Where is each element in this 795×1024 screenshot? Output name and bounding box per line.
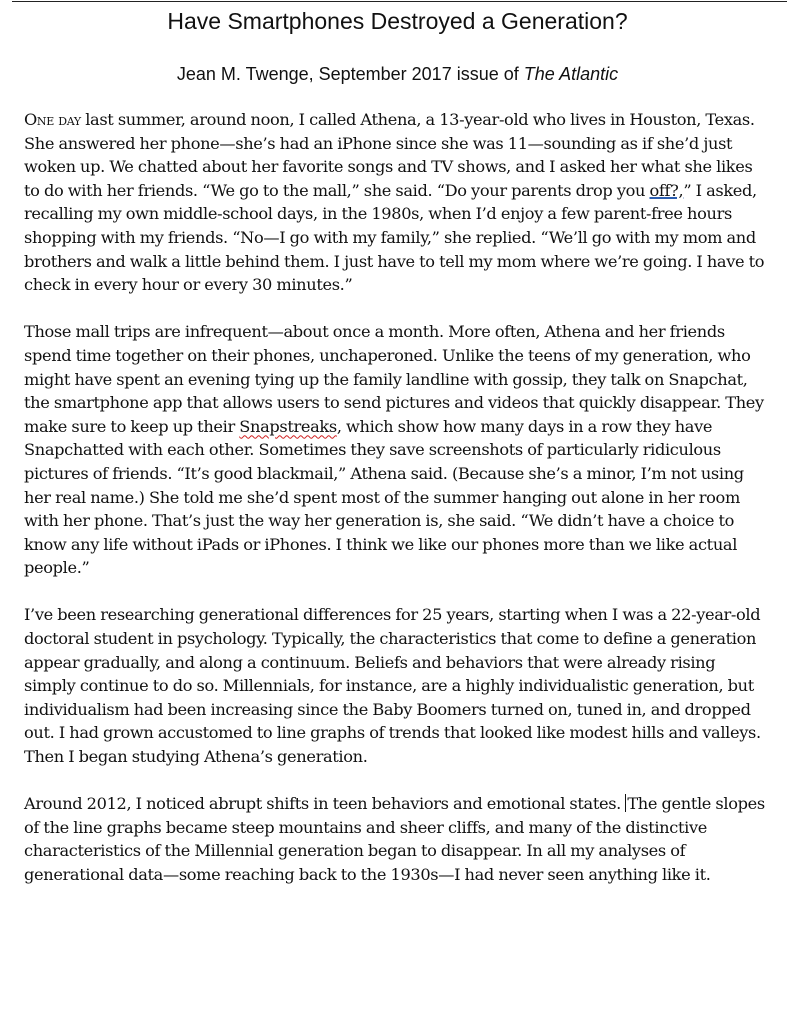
byline-text: Jean M. Twenge, September 2017 issue of [176, 64, 524, 84]
byline [0, 62, 795, 86]
paragraph-2 [24, 320, 769, 580]
paragraph-1-text-b: ” I asked, recalling my own middle-school days, in the 1980s, when I’d enjoy a few parent-free hours shopping with my friends. “No—I go with my family,” she replied. “We’ll go with my mom and brothers and walk a little behind them. I just have to tell my mom where we’re going. I have to check in every hour or every 30 minutes.” [24, 180, 765, 295]
paragraph-4-text-b: The gentle slopes of the line graphs became steep mountains and sheer cliffs, and many of the distinctive characteristics of the Millennial generation began to disappear. In all my analyses of generational data—some reaching back to the 1930s—I had never seen anything like it. [24, 794, 765, 884]
hyperlink-off[interactable]: off?, [649, 180, 684, 200]
top-rule [12, 1, 787, 2]
body-text[interactable] [24, 108, 769, 910]
document-title: Have Smartphones Destroyed a Generation? [167, 8, 628, 34]
byline-publication: The Atlantic [523, 64, 619, 84]
paragraph-3: I’ve been researching generational differences for 25 years, starting when I was a 22-year-old doctoral student in psychology. Typically, the characteristics that come to define a generation appear gradually, and along a continuum. Beliefs and behaviors that were already rising simply continue to do so. Millennials, for instance, are a highly individualistic generation, but individualism had been increasing since the Baby Boomers turned on, tuned in, and dropped out. I had grown accustomed to line graphs of trends that looked like modest hills and valleys. Then I began studying Athena’s generation. [24, 605, 761, 767]
paragraph-4 [24, 792, 769, 886]
paragraph-1-text-a: last summer, around noon, I called Athena, a 13-year-old who lives in Houston, Texas. She answered her phone—she’s had an iPhone since she was 11—sounding as if she’d just woken up. We chatted about her favorite songs and TV shows, and I asked her what she likes to do with her friends. “We go to the mall,” she said. “Do your parents drop you [24, 110, 755, 200]
spellcheck-flagged-word[interactable]: Snapstreaks [239, 416, 337, 436]
paragraph-2-text-b: , which show how many days in a row they have Snapchatted with each other. Sometimes they save screenshots of particularly ridiculous pictures of friends. “It’s good blackmail,” Athena said. (Because she’s a minor, I’m not using her real name.) She told me she’d spent most of the summer hanging out alone in her room with her phone. That’s just the way her generation is, she said. “We didn’t have a choice to know any life without iPads or iPhones. I think we like our phones more than we like actual people.” [24, 416, 744, 578]
paragraph-4-text-a: Around 2012, I noticed abrupt shifts in teen behaviors and emotional states. [24, 794, 626, 814]
paragraph-1 [24, 108, 769, 297]
paragraph-2-text-a: Those mall trips are infrequent—about once a month. More often, Athena and her friends spend time together on their phones, unchaperoned. Unlike the teens of my generation, who might have spent an evening tying up the family landline with gossip, they talk on Snapchat, the smartphone app that allows users to send pictures and videos that quickly disappear. They make sure to keep up their [24, 322, 764, 436]
opening-smallcaps: One day [24, 110, 81, 129]
